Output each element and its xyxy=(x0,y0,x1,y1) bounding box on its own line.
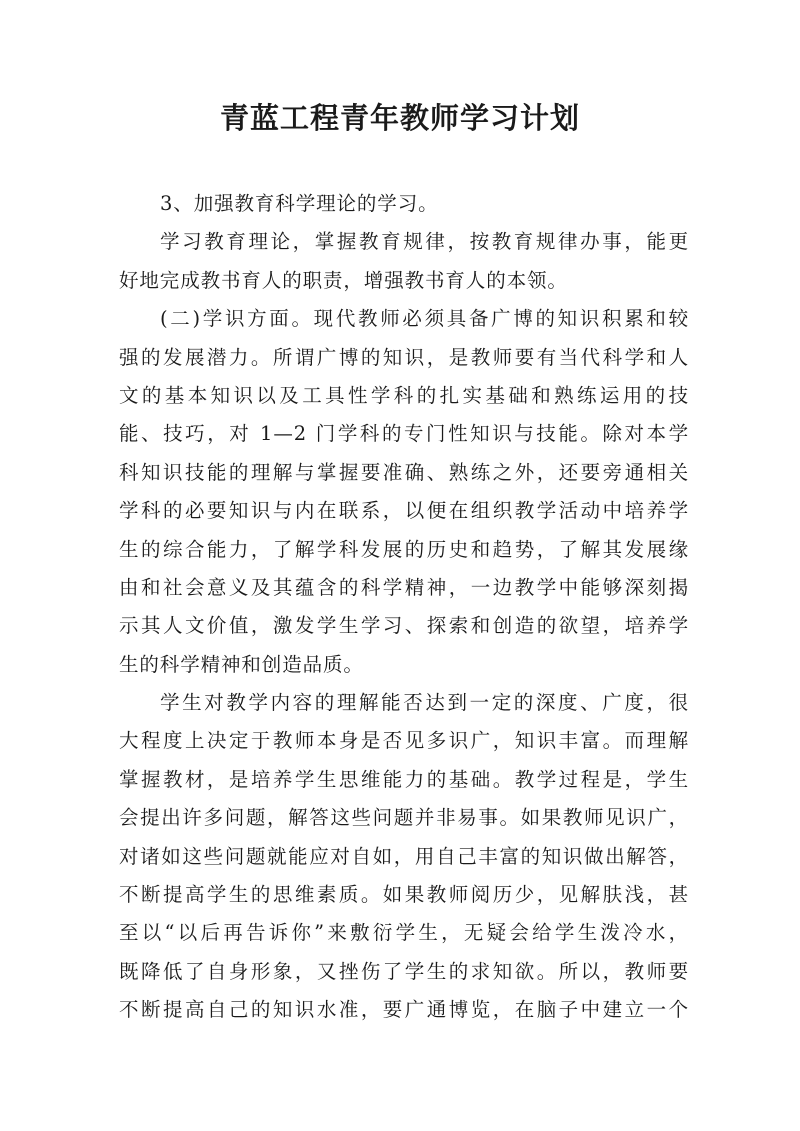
paragraph-line: 大程度上决定于教师本身是否见多识广，知识丰富。而理解 xyxy=(119,729,689,753)
paragraph-line: 生的科学精神和创造品质。 xyxy=(119,652,364,676)
paragraph-line: 会提出许多问题，解答这些问题并非易事。如果教师见识广， xyxy=(119,806,689,830)
paragraph-line: 文的基本知识以及工具性学科的扎实基础和熟练运用的技 xyxy=(119,383,689,407)
document-title: 青蓝工程青年教师学习计划 xyxy=(219,101,580,135)
paragraph-line: 强的发展潜力。所谓广博的知识，是教师要有当代科学和人 xyxy=(119,345,689,369)
paragraph-line: 3、加强教育科学理论的学习。 xyxy=(160,192,439,215)
paragraph-line: (二)学识方面。现代教师必须具备广博的知识积累和较 xyxy=(160,307,689,331)
paragraph-line: 能、技巧，对 1—2 门学科的专门性知识与技能。除对本学 xyxy=(119,422,689,446)
paragraph-line: 由和社会意义及其蕴含的科学精神，一边教学中能够深刻揭 xyxy=(119,575,689,599)
paragraph-line: 科知识技能的理解与掌握要准确、熟练之外，还要旁通相关 xyxy=(119,460,689,484)
document-body xyxy=(119,185,689,1030)
paragraph-line: 生的综合能力，了解学科发展的历史和趋势，了解其发展缘 xyxy=(119,537,689,561)
paragraph-line: 学科的必要知识与内在联系，以便在组织教学活动中培养学 xyxy=(119,499,689,523)
paragraph-line: 既降低了自身形象，又挫伤了学生的求知欲。所以，教师要 xyxy=(119,959,689,983)
paragraph-line: 好地完成教书育人的职责，增强教书育人的本领。 xyxy=(119,268,568,292)
paragraph-line: 至以“以后再告诉你”来敷衍学生，无疑会给学生泼冷水， xyxy=(119,921,689,945)
paragraph-line: 掌握教材，是培养学生思维能力的基础。教学过程是，学生 xyxy=(119,767,689,791)
paragraph-line: 学生对教学内容的理解能否达到一定的深度、广度，很 xyxy=(160,691,689,715)
paragraph-line: 示其人文价值，激发学生学习、探索和创造的欲望，培养学 xyxy=(119,614,689,638)
paragraph-line: 不断提高自己的知识水准，要广通博览，在脑子中建立一个 xyxy=(119,998,689,1022)
paragraph-line: 不断提高学生的思维素质。如果教师阅历少，见解肤浅，甚 xyxy=(119,883,689,907)
paragraph-line: 对诸如这些问题就能应对自如，用自己丰富的知识做出解答， xyxy=(119,844,689,868)
paragraph-line: 学习教育理论，掌握教育规律，按教育规律办事，能更 xyxy=(160,230,689,254)
